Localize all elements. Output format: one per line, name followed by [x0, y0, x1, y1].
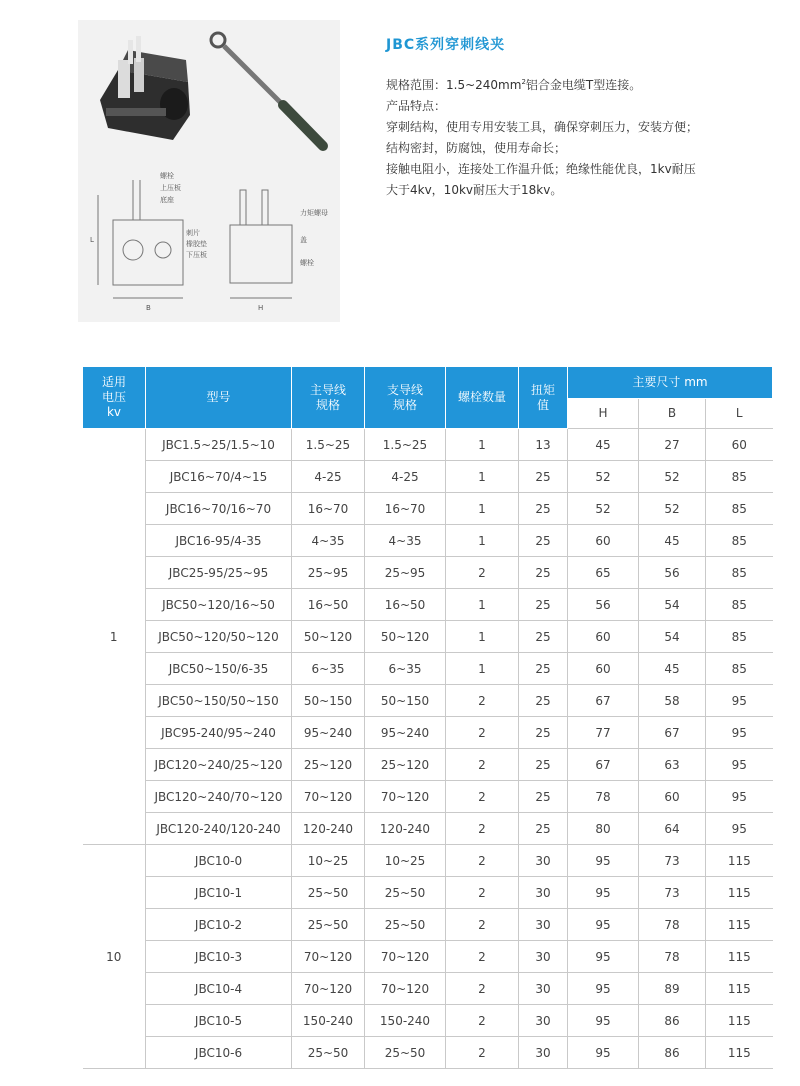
product-image — [78, 20, 340, 322]
torque-cell: 25 — [519, 749, 568, 781]
main-wire-cell: 50~150 — [292, 685, 365, 717]
model-cell: JBC120~240/25~120 — [146, 749, 292, 781]
branch-wire-cell: 25~95 — [365, 557, 446, 589]
table-row — [83, 717, 773, 749]
main-wire-cell: 50~120 — [292, 621, 365, 653]
model-cell: JBC16~70/16~70 — [146, 493, 292, 525]
table-row — [83, 1005, 773, 1037]
main-wire-cell: 150-240 — [292, 1005, 365, 1037]
table-row — [83, 589, 773, 621]
main-wire-cell: 95~240 — [292, 717, 365, 749]
torque-cell: 30 — [519, 909, 568, 941]
branch-wire-cell: 1.5~25 — [365, 429, 446, 461]
label-dim-b: B — [146, 304, 151, 312]
l-cell: 85 — [706, 621, 773, 653]
label-piercing: 刺片 — [186, 229, 200, 237]
model-cell: JBC25-95/25~95 — [146, 557, 292, 589]
b-cell: 54 — [639, 589, 706, 621]
l-cell: 115 — [706, 941, 773, 973]
l-cell: 95 — [706, 813, 773, 845]
main-wire-cell: 16~50 — [292, 589, 365, 621]
right-drawing — [230, 190, 292, 298]
bolts-cell: 2 — [446, 749, 519, 781]
model-cell: JBC95-240/95~240 — [146, 717, 292, 749]
b-cell: 45 — [639, 525, 706, 557]
b-cell: 86 — [639, 1037, 706, 1069]
voltage-cell: 10 — [83, 845, 146, 1069]
h-cell: 95 — [568, 909, 639, 941]
bolts-cell: 1 — [446, 653, 519, 685]
voltage-cell: 1 — [83, 429, 146, 845]
feature-line: 大于4kv，10kv耐压大于18kv。 — [386, 183, 563, 197]
torque-cell: 25 — [519, 653, 568, 685]
bolts-cell: 2 — [446, 877, 519, 909]
table-row — [83, 845, 773, 877]
header-branch-wire-line: 支导线 — [386, 382, 423, 397]
label-lower-plate: 下压板 — [186, 251, 207, 259]
branch-wire-cell: 50~150 — [365, 685, 446, 717]
b-cell: 67 — [639, 717, 706, 749]
header-main-wire-line: 主导线 — [309, 382, 346, 397]
main-wire-cell: 120-240 — [292, 813, 365, 845]
b-cell: 63 — [639, 749, 706, 781]
b-cell: 27 — [639, 429, 706, 461]
torque-cell: 13 — [519, 429, 568, 461]
table-row — [83, 653, 773, 685]
bolts-cell: 1 — [446, 621, 519, 653]
l-cell: 115 — [706, 1005, 773, 1037]
main-wire-cell: 70~120 — [292, 973, 365, 1005]
torque-cell: 25 — [519, 813, 568, 845]
h-cell: 95 — [568, 877, 639, 909]
table-row — [83, 781, 773, 813]
h-cell: 95 — [568, 1005, 639, 1037]
main-wire-cell: 16~70 — [292, 493, 365, 525]
header-dims: 主要尺寸 mm — [568, 367, 773, 399]
h-cell: 60 — [568, 525, 639, 557]
l-cell: 95 — [706, 781, 773, 813]
h-cell: 60 — [568, 653, 639, 685]
bolts-cell: 2 — [446, 717, 519, 749]
l-cell: 85 — [706, 653, 773, 685]
table-row — [83, 621, 773, 653]
bolts-cell: 1 — [446, 589, 519, 621]
b-cell: 73 — [639, 845, 706, 877]
header-branch-wire-line: 规格 — [392, 397, 417, 412]
l-cell: 115 — [706, 845, 773, 877]
label-base: 底座 — [160, 196, 174, 204]
main-wire-cell: 25~50 — [292, 1037, 365, 1069]
torque-cell: 25 — [519, 781, 568, 813]
table-row — [83, 525, 773, 557]
l-cell: 85 — [706, 461, 773, 493]
torque-cell: 30 — [519, 973, 568, 1005]
torque-cell: 25 — [519, 493, 568, 525]
spec-range-suffix: 铝合金电缆T型连接。 — [525, 78, 642, 92]
branch-wire-cell: 16~70 — [365, 493, 446, 525]
branch-wire-cell: 4-25 — [365, 461, 446, 493]
torque-cell: 25 — [519, 589, 568, 621]
h-cell: 80 — [568, 813, 639, 845]
h-cell: 95 — [568, 1037, 639, 1069]
l-cell: 95 — [706, 717, 773, 749]
label-bolt: 螺栓 — [160, 172, 174, 180]
b-cell: 52 — [639, 461, 706, 493]
branch-wire-cell: 70~120 — [365, 781, 446, 813]
header-voltage — [83, 367, 146, 429]
torque-cell: 25 — [519, 461, 568, 493]
h-cell: 52 — [568, 493, 639, 525]
b-cell: 54 — [639, 621, 706, 653]
main-wire-cell: 25~50 — [292, 909, 365, 941]
model-cell: JBC120-240/120-240 — [146, 813, 292, 845]
branch-wire-cell: 6~35 — [365, 653, 446, 685]
product-title: JBC系列穿刺线夹 — [386, 37, 506, 53]
l-cell: 115 — [706, 1037, 773, 1069]
main-wire-cell: 70~120 — [292, 781, 365, 813]
torque-cell: 25 — [519, 525, 568, 557]
bolts-cell: 1 — [446, 429, 519, 461]
model-cell: JBC50~150/50~150 — [146, 685, 292, 717]
header-main-wire — [292, 367, 365, 429]
torque-cell: 25 — [519, 717, 568, 749]
torque-cell: 25 — [519, 621, 568, 653]
label-cover: 盖 — [300, 236, 307, 244]
branch-wire-cell: 150-240 — [365, 1005, 446, 1037]
h-cell: 67 — [568, 749, 639, 781]
table-row — [83, 813, 773, 845]
torque-cell: 30 — [519, 1005, 568, 1037]
h-cell: 60 — [568, 621, 639, 653]
header-torque — [519, 367, 568, 429]
feature-line: 结构密封，防腐蚀，使用寿命长； — [386, 141, 567, 155]
torque-cell: 30 — [519, 845, 568, 877]
torque-cell: 30 — [519, 941, 568, 973]
model-cell: JBC1.5~25/1.5~10 — [146, 429, 292, 461]
label-dim-h: H — [258, 304, 264, 312]
branch-wire-cell: 120-240 — [365, 813, 446, 845]
label-bolt-right: 螺栓 — [300, 259, 314, 267]
branch-wire-cell: 25~120 — [365, 749, 446, 781]
table-row — [83, 493, 773, 525]
header-bolts: 螺栓数量 — [446, 367, 519, 429]
model-cell: JBC10-3 — [146, 941, 292, 973]
model-cell: JBC50~150/6-35 — [146, 653, 292, 685]
l-cell: 95 — [706, 749, 773, 781]
header-voltage-line: 适用 — [101, 375, 126, 389]
b-cell: 73 — [639, 877, 706, 909]
l-cell: 60 — [706, 429, 773, 461]
clamp-photo — [100, 36, 190, 140]
l-cell: 115 — [706, 877, 773, 909]
torque-cell: 30 — [519, 1037, 568, 1069]
features-heading: 产品特点： — [386, 99, 447, 113]
main-wire-cell: 70~120 — [292, 941, 365, 973]
model-cell: JBC10-2 — [146, 909, 292, 941]
branch-wire-cell: 25~50 — [365, 909, 446, 941]
l-cell: 115 — [706, 909, 773, 941]
main-wire-cell: 10~25 — [292, 845, 365, 877]
branch-wire-cell: 25~50 — [365, 877, 446, 909]
feature-line: 穿刺结构，使用专用安装工具，确保穿刺压力，安装方便； — [386, 120, 699, 134]
h-cell: 78 — [568, 781, 639, 813]
torque-cell: 30 — [519, 877, 568, 909]
spec-range-prefix: 规格范围：1.5~240mm — [386, 78, 522, 92]
product-illustration — [78, 20, 340, 322]
l-cell: 95 — [706, 685, 773, 717]
main-wire-cell: 25~50 — [292, 877, 365, 909]
main-wire-cell: 4~35 — [292, 525, 365, 557]
b-cell: 78 — [639, 941, 706, 973]
model-cell: JBC10-5 — [146, 1005, 292, 1037]
branch-wire-cell: 10~25 — [365, 845, 446, 877]
table-row — [83, 909, 773, 941]
main-wire-cell: 25~95 — [292, 557, 365, 589]
branch-wire-cell: 70~120 — [365, 941, 446, 973]
branch-wire-cell: 16~50 — [365, 589, 446, 621]
bolts-cell: 2 — [446, 557, 519, 589]
main-wire-cell: 6~35 — [292, 653, 365, 685]
header-voltage-line: kv — [106, 405, 122, 419]
header-model: 型号 — [146, 367, 292, 429]
model-cell: JBC50~120/16~50 — [146, 589, 292, 621]
branch-wire-cell: 25~50 — [365, 1037, 446, 1069]
model-cell: JBC10-1 — [146, 877, 292, 909]
bolts-cell: 2 — [446, 813, 519, 845]
model-cell: JBC16~70/4~15 — [146, 461, 292, 493]
label-torque-nut: 力矩螺母 — [300, 209, 328, 217]
l-cell: 85 — [706, 525, 773, 557]
l-cell: 85 — [706, 493, 773, 525]
h-cell: 52 — [568, 461, 639, 493]
model-cell: JBC16-95/4-35 — [146, 525, 292, 557]
table-row — [83, 429, 773, 461]
table-row — [83, 685, 773, 717]
table-row — [83, 973, 773, 1005]
torque-wrench-photo — [211, 33, 323, 146]
branch-wire-cell: 70~120 — [365, 973, 446, 1005]
h-cell: 65 — [568, 557, 639, 589]
h-cell: 95 — [568, 941, 639, 973]
b-cell: 52 — [639, 493, 706, 525]
h-cell: 95 — [568, 845, 639, 877]
bolts-cell: 1 — [446, 493, 519, 525]
header-torque-line: 扭矩 — [530, 382, 555, 397]
header-torque-line: 值 — [536, 397, 549, 412]
header-voltage-line: 电压 — [101, 390, 126, 404]
main-wire-cell: 4-25 — [292, 461, 365, 493]
bolts-cell: 2 — [446, 1037, 519, 1069]
bolts-cell: 2 — [446, 781, 519, 813]
table-row — [83, 877, 773, 909]
bolts-cell: 1 — [446, 525, 519, 557]
h-cell: 56 — [568, 589, 639, 621]
label-upper-plate: 上压板 — [160, 184, 181, 192]
table-row — [83, 1037, 773, 1069]
b-cell: 86 — [639, 1005, 706, 1037]
torque-cell: 25 — [519, 685, 568, 717]
l-cell: 115 — [706, 973, 773, 1005]
h-cell: 95 — [568, 973, 639, 1005]
header-l: L — [706, 399, 773, 429]
table-row — [83, 461, 773, 493]
bolts-cell: 2 — [446, 941, 519, 973]
model-cell: JBC10-6 — [146, 1037, 292, 1069]
table-row — [83, 749, 773, 781]
header-b: B — [639, 399, 706, 429]
label-dim-l: L — [90, 236, 94, 244]
main-wire-cell: 1.5~25 — [292, 429, 365, 461]
model-cell: JBC10-0 — [146, 845, 292, 877]
spec-range-sup: 2 — [521, 78, 526, 86]
table-body — [83, 429, 773, 1069]
bolts-cell: 2 — [446, 1005, 519, 1037]
b-cell: 78 — [639, 909, 706, 941]
h-cell: 45 — [568, 429, 639, 461]
bolts-cell: 2 — [446, 685, 519, 717]
spec-range — [386, 72, 766, 96]
model-cell: JBC10-4 — [146, 973, 292, 1005]
bolts-cell: 2 — [446, 845, 519, 877]
header-h: H — [568, 399, 639, 429]
main-wire-cell: 25~120 — [292, 749, 365, 781]
header-branch-wire — [365, 367, 446, 429]
b-cell: 45 — [639, 653, 706, 685]
header-main-wire-line: 规格 — [315, 397, 340, 412]
table-row — [83, 557, 773, 589]
bolts-cell: 2 — [446, 909, 519, 941]
label-rubber: 橡胶垫 — [186, 240, 207, 248]
l-cell: 85 — [706, 589, 773, 621]
b-cell: 64 — [639, 813, 706, 845]
b-cell: 58 — [639, 685, 706, 717]
b-cell: 60 — [639, 781, 706, 813]
product-intro — [386, 34, 766, 201]
table-row — [83, 941, 773, 973]
b-cell: 89 — [639, 973, 706, 1005]
model-cell: JBC50~120/50~120 — [146, 621, 292, 653]
h-cell: 67 — [568, 685, 639, 717]
spec-table — [82, 366, 773, 1069]
b-cell: 56 — [639, 557, 706, 589]
model-cell: JBC120~240/70~120 — [146, 781, 292, 813]
torque-cell: 25 — [519, 557, 568, 589]
branch-wire-cell: 50~120 — [365, 621, 446, 653]
branch-wire-cell: 4~35 — [365, 525, 446, 557]
l-cell: 85 — [706, 557, 773, 589]
bolts-cell: 1 — [446, 461, 519, 493]
bolts-cell: 2 — [446, 973, 519, 1005]
h-cell: 77 — [568, 717, 639, 749]
feature-line: 接触电阻小，连接处工作温升低；绝缘性能优良，1kv耐压 — [386, 162, 696, 176]
branch-wire-cell: 95~240 — [365, 717, 446, 749]
